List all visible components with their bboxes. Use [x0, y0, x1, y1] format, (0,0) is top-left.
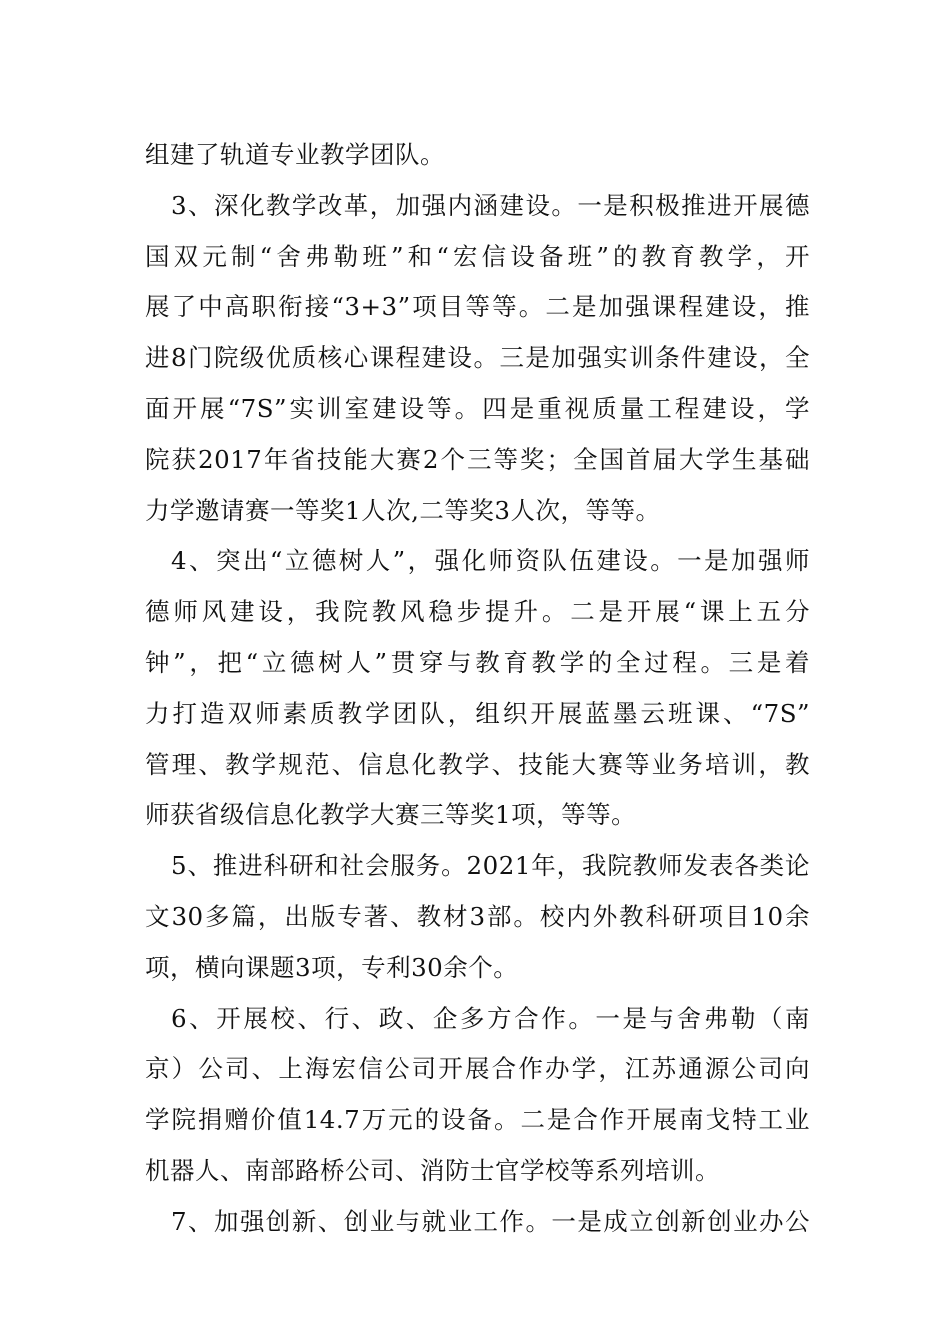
paragraph-line: 国双元制“舍弗勒班”和“宏信设备班”的教育教学，开 [145, 241, 810, 271]
paragraph-line: 4、突出“立德树人”，强化师资队伍建设。一是加强师 [171, 546, 810, 576]
document-body [145, 130, 810, 1248]
paragraph-line: 德师风建设，我院教风稳步提升。二是开展“课上五分 [145, 597, 810, 627]
paragraph-line: 钟”，把“立德树人”贯穿与教育教学的全过程。三是着 [145, 647, 810, 677]
paragraph-line: 进8门院级优质核心课程建设。三是加强实训条件建设，全 [145, 343, 810, 373]
paragraph-line: 管理、教学规范、信息化教学、技能大赛等业务培训，教 [145, 749, 810, 779]
paragraph-line: 5、推进科研和社会服务。2021年，我院教师发表各类论 [171, 851, 810, 881]
paragraph-line: 学院捐赠价值14.7万元的设备。二是合作开展南戈特工业 [145, 1105, 810, 1135]
paragraph-line: 力学邀请赛一等奖1人次,二等奖3人次，等等。 [145, 495, 661, 525]
paragraph-line: 6、开展校、行、政、企多方合作。一是与舍弗勒（南 [171, 1003, 810, 1033]
paragraph-line: 京）公司、上海宏信公司开展合作办学，江苏通源公司向 [145, 1054, 810, 1084]
paragraph-line: 力打造双师素质教学团队，组织开展蓝墨云班课、“7S” [145, 698, 810, 728]
paragraph-line: 项，横向课题3项，专利30余个。 [145, 952, 519, 982]
paragraph-line: 3、深化教学改革，加强内涵建设。一是积极推进开展德 [171, 190, 810, 220]
paragraph-line: 展了中高职衔接“3+3”项目等等。二是加强课程建设，推 [145, 292, 810, 322]
paragraph-line: 面开展“7S”实训室建设等。四是重视质量工程建设，学 [145, 393, 810, 423]
paragraph-line: 机器人、南部路桥公司、消防士官学校等系列培训。 [145, 1155, 720, 1185]
paragraph-line: 师获省级信息化教学大赛三等奖1项，等等。 [145, 800, 637, 830]
paragraph-line: 院获2017年省技能大赛2个三等奖；全国首届大学生基础 [145, 444, 810, 474]
paragraph-line: 7、加强创新、创业与就业工作。一是成立创新创业办公 [171, 1206, 810, 1236]
paragraph-line: 组建了轨道专业教学团队。 [145, 140, 445, 169]
paragraph-line: 文30多篇，出版专著、教材3部。校内外教科研项目10余 [145, 901, 810, 931]
